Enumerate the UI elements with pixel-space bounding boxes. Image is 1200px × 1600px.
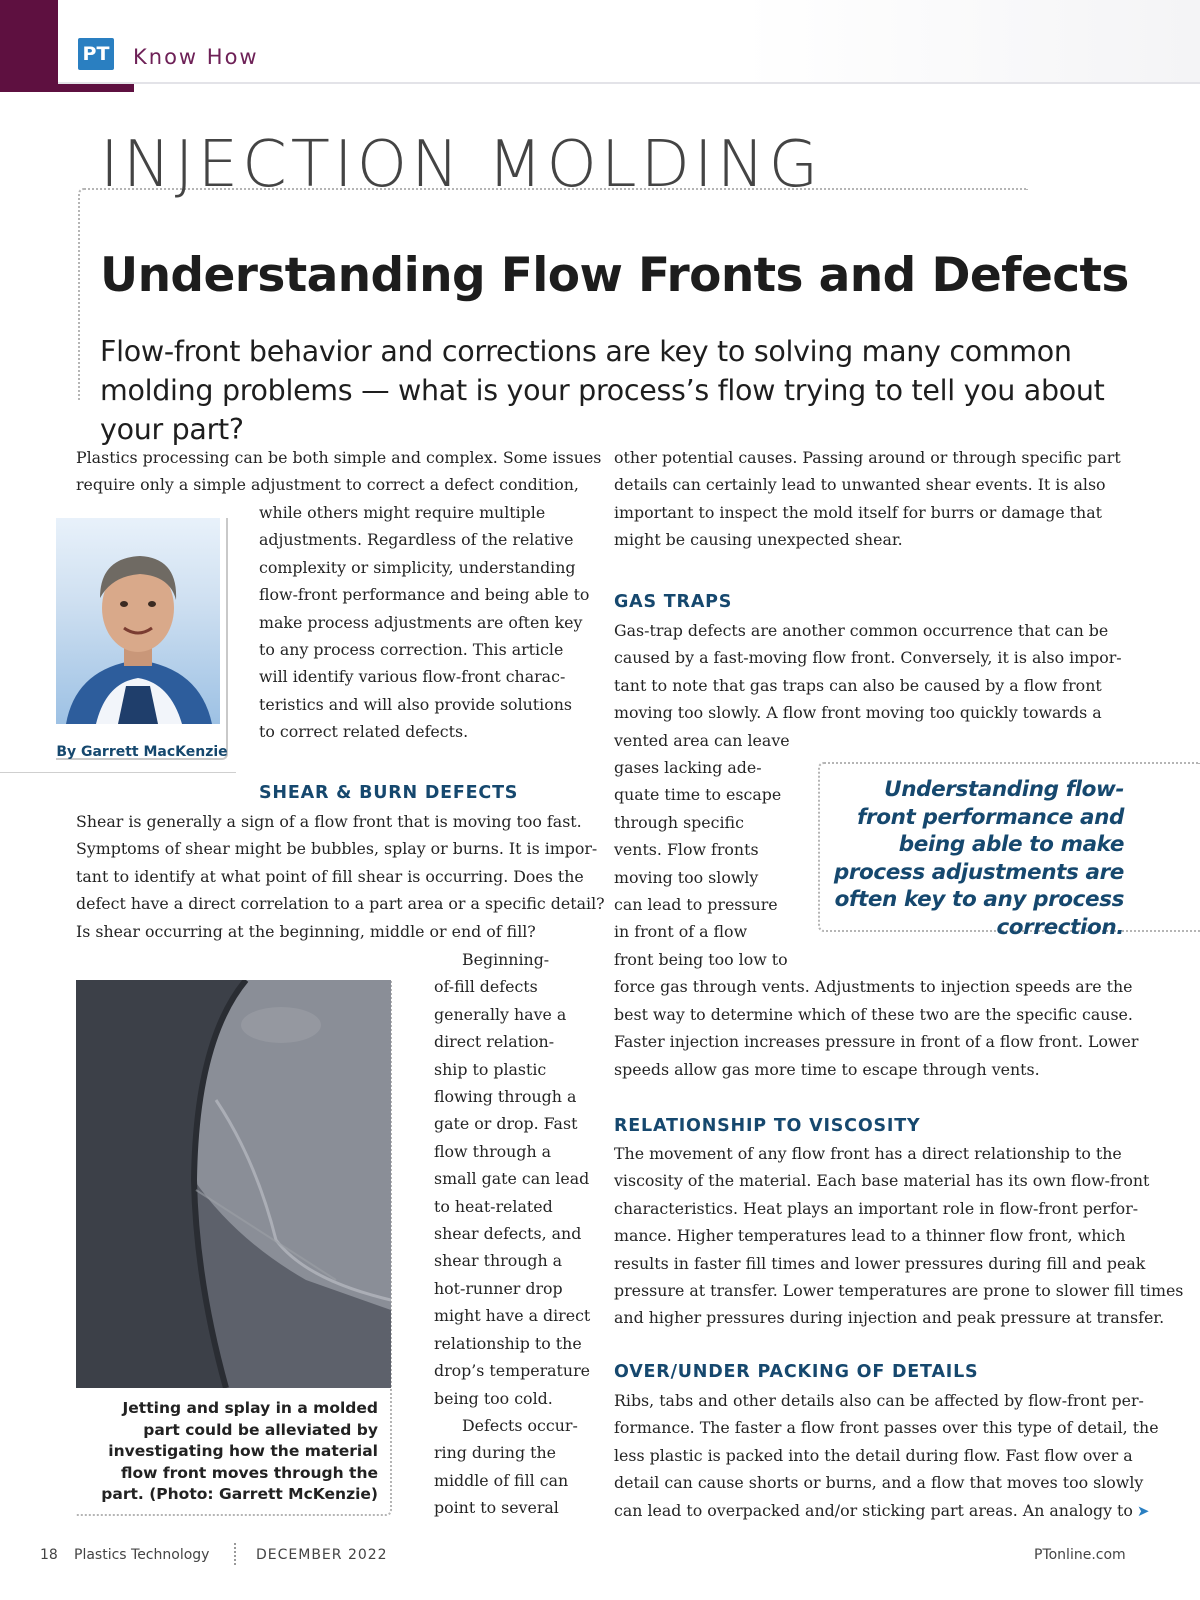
intro-wrap-lines [259, 499, 589, 746]
packing-paragraph [614, 1387, 1159, 1525]
text-line: direct relation- [434, 1032, 555, 1052]
text-line: can lead to pressure [614, 895, 778, 915]
packing-heading: OVER/UNDER PACKING OF DETAILS [614, 1362, 979, 1382]
gas-heading: GAS TRAPS [614, 592, 733, 612]
magazine-name: Plastics Technology [74, 1547, 210, 1563]
text-line: gases lacking ade- [614, 758, 762, 778]
text-line: flow-front performance and being able to [259, 585, 590, 605]
text-line: middle of fill can [434, 1470, 569, 1490]
text-line: speeds allow gas more time to escape through vents. [614, 1059, 1040, 1079]
viscosity-heading: RELATIONSHIP TO VISCOSITY [614, 1116, 921, 1136]
text-line: tant to identify at what point of fill shear is occurring. Does the [76, 866, 584, 886]
text-line: through specific [614, 812, 744, 832]
author-photo [56, 518, 220, 724]
text-line: flow through a [434, 1141, 552, 1161]
pt-logo: PT [78, 38, 114, 70]
header-bar [58, 0, 1200, 84]
text-line: best way to determine which of these two are the specific cause. [614, 1004, 1133, 1024]
text-line: drop’s temperature [434, 1361, 590, 1381]
text-line: Plastics processing can be both simple and complex. Some issues [76, 448, 602, 467]
text-line: complexity or simplicity, understanding [259, 557, 576, 577]
text-line: front being too low to [614, 949, 788, 969]
text-line: flowing through a [434, 1087, 577, 1107]
text-line: will identify various flow-front charac- [259, 667, 566, 687]
author-divider [0, 772, 236, 773]
text-line: to heat-related [434, 1196, 553, 1216]
text-line: point to several [434, 1498, 559, 1518]
shear-heading: SHEAR & BURN DEFECTS [259, 783, 519, 803]
headline: Understanding Flow Fronts and Defects [100, 248, 1129, 303]
text-line: characteristics. Heat plays an important role in flow-front perfor- [614, 1198, 1139, 1218]
page-number: 18 [40, 1547, 58, 1563]
text-line: Shear is generally a sign of a flow front that is moving too fast. [76, 812, 582, 831]
text-line: Beginning- [462, 950, 550, 969]
text-line: pressure at transfer. Lower temperatures are prone to slower fill times [614, 1281, 1184, 1301]
text-line: caused by a fast-moving flow front. Conversely, it is also impor- [614, 648, 1122, 668]
footer-separator [234, 1543, 236, 1565]
text-line: ship to plastic [434, 1059, 547, 1079]
text-line: shear through a [434, 1251, 563, 1271]
text-line: force gas through vents. Adjustments to injection speeds are the [614, 977, 1133, 997]
text-line: results in faster fill times and lower pressures during fill and peak [614, 1253, 1146, 1273]
text-line: require only a simple adjustment to correct a defect condition, [76, 475, 579, 495]
text-line: important to inspect the mold itself for burrs or damage that [614, 502, 1102, 522]
text-line: might have a direct [434, 1306, 591, 1326]
text-line: tant to note that gas traps can also be caused by a flow front [614, 675, 1102, 695]
text-line: shear defects, and [434, 1224, 582, 1244]
text-line: vented area can leave [614, 730, 790, 750]
text-line: Faster injection increases pressure in front of a flow front. Lower [614, 1032, 1139, 1052]
text-line: being too cold. [434, 1388, 553, 1408]
website: PTonline.com [1034, 1547, 1126, 1563]
author-card [56, 518, 228, 760]
text-line: The movement of any flow front has a direct relationship to the [614, 1144, 1122, 1163]
deck: Flow-front behavior and corrections are key to solving many common molding problems — what is your process’s flow trying to tell you about your part? [100, 335, 1105, 446]
intro-full-lines [76, 444, 601, 499]
photo-caption: Jetting and splay in a molded part could be alleviated by investigating how the material flow front moves through the part. (Photo: Garrett McKenzie) [101, 1399, 378, 1503]
text-line: other potential causes. Passing around or through specific part [614, 448, 1121, 467]
text-line: Defects occur- [462, 1415, 578, 1435]
text-line: quate time to escape [614, 785, 782, 805]
text-line: detail can cause shorts or burns, and a flow that moves too slowly [614, 1473, 1144, 1493]
text-line: can lead to overpacked and/or sticking part areas. An analogy to [614, 1500, 1133, 1520]
right-top-paragraph [614, 444, 1121, 554]
text-line: teristics and will also provide solutions [259, 694, 572, 714]
text-line: make process adjustments are often key [259, 612, 583, 632]
text-line: less plastic is packed into the detail during flow. Fast flow over a [614, 1445, 1133, 1465]
text-line: details can certainly lead to unwanted shear events. It is also [614, 475, 1106, 495]
text-line: moving too slowly [614, 867, 759, 887]
text-line: Gas-trap defects are another common occurrence that can be [614, 621, 1109, 640]
text-line: while others might require multiple [259, 503, 546, 522]
text-line: and higher pressures during injection and peak pressure at transfer. [614, 1308, 1165, 1328]
text-line: adjustments. Regardless of the relative [259, 530, 574, 550]
viscosity-paragraph [614, 1140, 1183, 1332]
text-line: Is shear occurring at the beginning, middle or end of fill? [76, 921, 536, 941]
text-line: Symptoms of shear might be bubbles, splay or burns. It is impor- [76, 839, 598, 859]
section-label: Know How [133, 45, 259, 69]
text-line: of-fill defects [434, 977, 538, 997]
text-line: hot-runner drop [434, 1278, 563, 1298]
text-line: might be causing unexpected shear. [614, 530, 903, 550]
text-line: mance. Higher temperatures lead to a thinner flow front, which [614, 1226, 1126, 1246]
text-line: defect have a direct correlation to a part area or a specific detail? [76, 894, 605, 914]
kicker: INJECTION MOLDING [100, 128, 823, 202]
text-line: gate or drop. Fast [434, 1114, 578, 1134]
text-line: Ribs, tabs and other details also can be affected by flow-front per- [614, 1391, 1144, 1410]
text-line: moving too slowly. A flow front moving too quickly towards a [614, 703, 1102, 723]
author-byline: By Garrett MacKenzie [56, 744, 228, 760]
text-line: to correct related defects. [259, 722, 469, 742]
issue-date: DECEMBER 2022 [256, 1547, 388, 1563]
shear-narrow-column [434, 946, 590, 1522]
shear-paragraph [76, 808, 605, 945]
pull-quote: Understanding flow-front performance and being able to make process adjustments are often key to any process correction. [833, 777, 1124, 940]
text-line: small gate can lead [434, 1169, 590, 1189]
text-line: formance. The faster a flow front passes over this type of detail, the [614, 1418, 1159, 1438]
part-photo [76, 980, 391, 1388]
text-line: vents. Flow fronts [614, 840, 759, 860]
corner-accent-line [58, 84, 134, 92]
text-line: in front of a flow [614, 922, 748, 942]
corner-accent [0, 0, 58, 92]
text-line: generally have a [434, 1004, 567, 1024]
text-line: to any process correction. This article [259, 640, 564, 660]
text-line: relationship to the [434, 1333, 582, 1353]
continue-arrow-icon: ➤ [1136, 1501, 1150, 1520]
text-line: viscosity of the material. Each base material has its own flow-front [614, 1171, 1150, 1191]
text-line: ring during the [434, 1443, 556, 1463]
